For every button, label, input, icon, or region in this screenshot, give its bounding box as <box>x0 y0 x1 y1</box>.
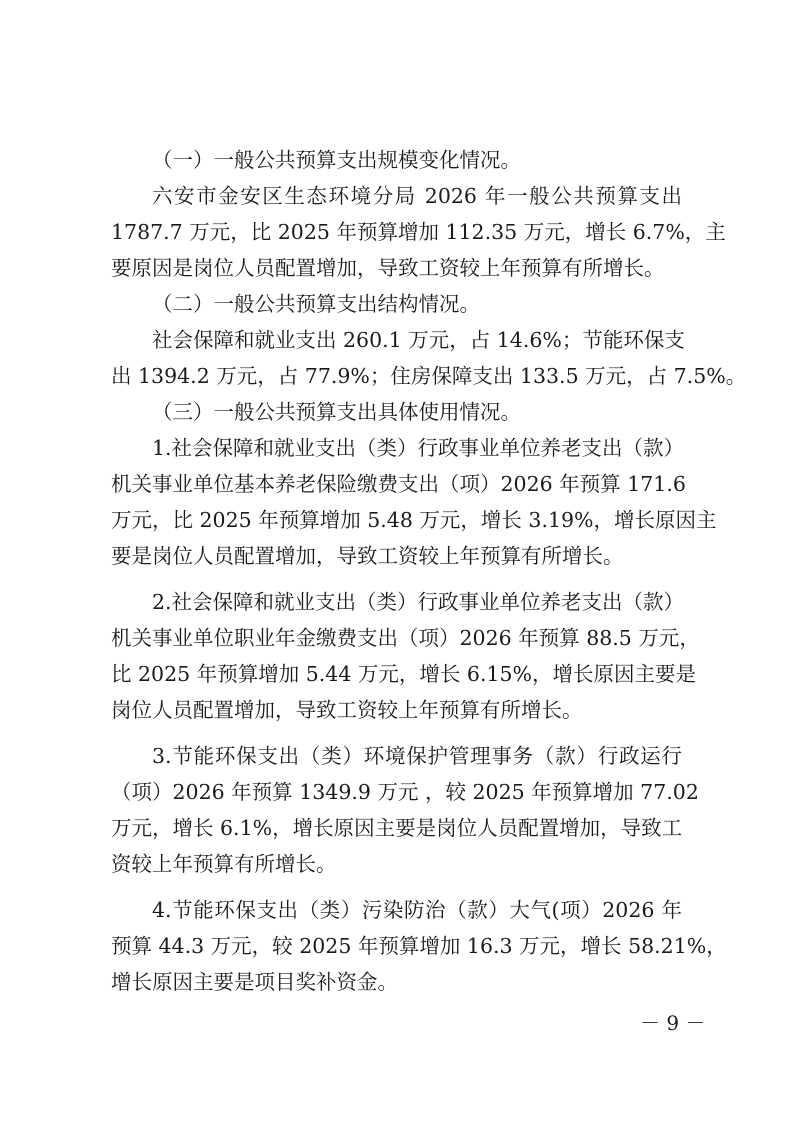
item-1-line-2: 机关事业单位基本养老保险缴费支出（项）2026 年预算 171.6 <box>111 472 686 496</box>
section-2-line-1: 社会保障和就业支出 260.1 万元，占 14.6%；节能环保支 <box>152 328 685 352</box>
section-2-line-2: 出 1394.2 万元，占 77.9%；住房保障支出 133.5 万元，占 7.5%。 <box>111 364 747 388</box>
section-1-line-2: 1787.7 万元，比 2025 年预算增加 112.35 万元，增长 6.7%，主 <box>111 220 726 244</box>
section-2-heading: （二）一般公共预算支出结构情况。 <box>152 292 480 316</box>
item-2-line-3: 比 2025 年预算增加 5.44 万元，增长 6.15%，增长原因主要是 <box>111 662 697 686</box>
item-2-line-1: 2.社会保障和就业支出（类）行政事业单位养老支出（款） <box>152 590 685 614</box>
page-number: － 9 － <box>640 1011 706 1035</box>
item-1-line-1: 1.社会保障和就业支出（类）行政事业单位养老支出（款） <box>152 436 685 460</box>
section-1-heading: （一）一般公共预算支出规模变化情况。 <box>152 148 521 172</box>
item-3-line-2: （项）2026 年预算 1349.9 万元 ，较 2025 年预算增加 77.02 <box>111 780 699 804</box>
section-1-line-3: 要原因是岗位人员配置增加，导致工资较上年预算有所增长。 <box>111 256 665 280</box>
item-4-line-1: 4.节能环保支出（类）污染防治（款）大气(项）2026 年 <box>152 898 682 922</box>
item-3-line-3: 万元，增长 6.1%，增长原因主要是岗位人员配置增加，导致工 <box>111 816 683 840</box>
item-3-line-4: 资较上年预算有所增长。 <box>111 852 337 876</box>
item-4-line-2: 预算 44.3 万元，较 2025 年预算增加 16.3 万元，增长 58.21%， <box>111 934 727 958</box>
section-1-line-1: 六安市金安区生态环境分局 2026 年一般公共预算支出 <box>152 184 682 208</box>
item-3-line-1: 3.节能环保支出（类）环境保护管理事务（款）行政运行 <box>152 744 682 768</box>
item-1-line-3: 万元，比 2025 年预算增加 5.48 万元，增长 3.19%，增长原因主 <box>111 508 717 532</box>
item-4-line-3: 增长原因主要是项目奖补资金。 <box>111 970 398 994</box>
section-3-heading: （三）一般公共预算支出具体使用情况。 <box>152 400 521 424</box>
item-2-line-2: 机关事业单位职业年金缴费支出（项）2026 年预算 88.5 万元， <box>111 626 700 650</box>
item-2-line-4: 岗位人员配置增加，导致工资较上年预算有所增长。 <box>111 698 583 722</box>
item-1-line-4: 要是岗位人员配置增加，导致工资较上年预算有所增长。 <box>111 544 624 568</box>
